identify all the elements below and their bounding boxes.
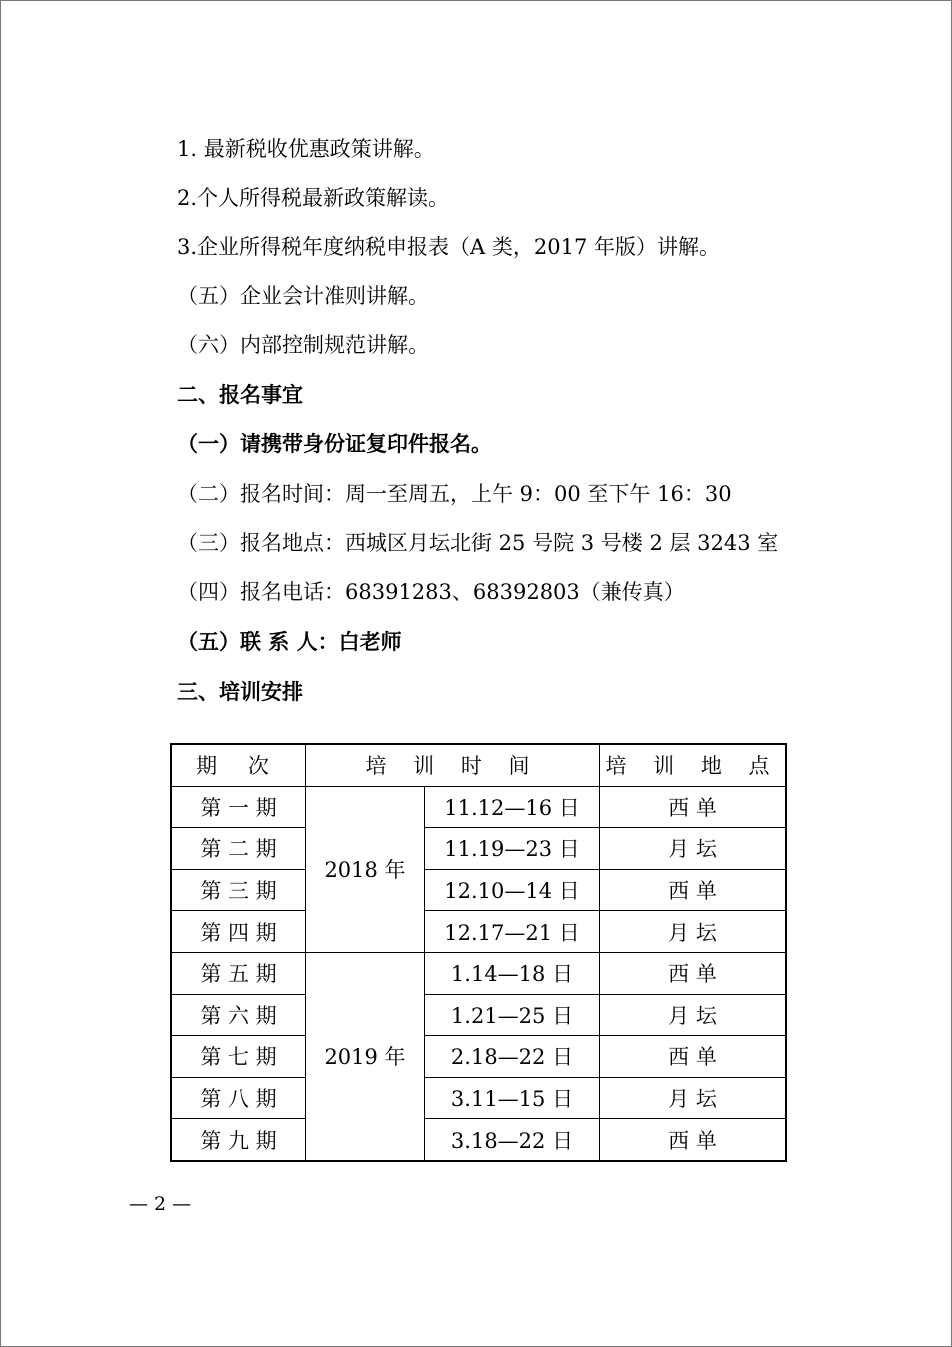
table-row [171,1077,786,1119]
registration-id-note: （一）请携带身份证复印件报名。 [177,431,492,456]
table-header-row [171,744,786,786]
date-cell: 11.12—16 日 [425,786,600,828]
location-cell: 西 单 [600,1036,787,1078]
item-accounting-standards: （五）企业会计准则讲解。 [177,284,429,308]
page-number: — 2 — [129,1193,192,1215]
registration-address: （三）报名地点：西城区月坛北街 25 号院 3 号楼 2 层 3243 室 [177,531,779,555]
period-cell: 第 六 期 [171,994,306,1036]
table-row [171,994,786,1036]
period-cell: 第 五 期 [171,952,306,994]
date-cell: 3.11—15 日 [425,1077,600,1119]
table-row [171,1036,786,1078]
table-row [171,1119,786,1161]
item-internal-control: （六）内部控制规范讲解。 [177,333,429,357]
section-heading-registration: 二、报名事宜 [177,382,303,407]
location-cell: 月 坛 [600,911,787,953]
location-cell: 西 单 [600,869,787,911]
location-cell: 月 坛 [600,1077,787,1119]
location-cell: 月 坛 [600,828,787,870]
period-cell: 第 八 期 [171,1077,306,1119]
header-location: 培 训 地 点 [600,744,787,786]
table-row [171,911,786,953]
table-row [171,952,786,994]
item-enterprise-tax: 3.企业所得税年度纳税申报表（A 类，2017 年版）讲解。 [177,235,720,259]
table-row [171,786,786,828]
date-cell: 12.17—21 日 [425,911,600,953]
section-heading-schedule: 三、培训安排 [177,679,303,704]
training-schedule-table [170,743,787,1162]
period-cell: 第 二 期 [171,828,306,870]
location-cell: 西 单 [600,1119,787,1161]
date-cell: 1.14—18 日 [425,952,600,994]
item-income-tax: 2.个人所得税最新政策解读。 [177,186,450,210]
date-cell: 3.18—22 日 [425,1119,600,1161]
location-cell: 西 单 [600,952,787,994]
contact-person: （五）联 系 人：白老师 [177,629,402,654]
period-cell: 第 一 期 [171,786,306,828]
date-cell: 2.18—22 日 [425,1036,600,1078]
registration-phone: （四）报名电话：68391283、68392803（兼传真） [177,580,685,604]
date-cell: 11.19—23 日 [425,828,600,870]
table-row [171,869,786,911]
period-cell: 第 四 期 [171,911,306,953]
date-cell: 12.10—14 日 [425,869,600,911]
year-cell: 2019 年 [306,952,425,1160]
table-row [171,828,786,870]
period-cell: 第 七 期 [171,1036,306,1078]
year-cell: 2018 年 [306,786,425,952]
period-cell: 第 三 期 [171,869,306,911]
item-tax-policy: 1. 最新税收优惠政策讲解。 [177,137,435,161]
registration-time: （二）报名时间：周一至周五，上午 9：00 至下午 16：30 [177,482,732,506]
location-cell: 月 坛 [600,994,787,1036]
period-cell: 第 九 期 [171,1119,306,1161]
location-cell: 西 单 [600,786,787,828]
header-period: 期 次 [171,744,306,786]
date-cell: 1.21—25 日 [425,994,600,1036]
header-time: 培 训 时 间 [306,744,600,786]
